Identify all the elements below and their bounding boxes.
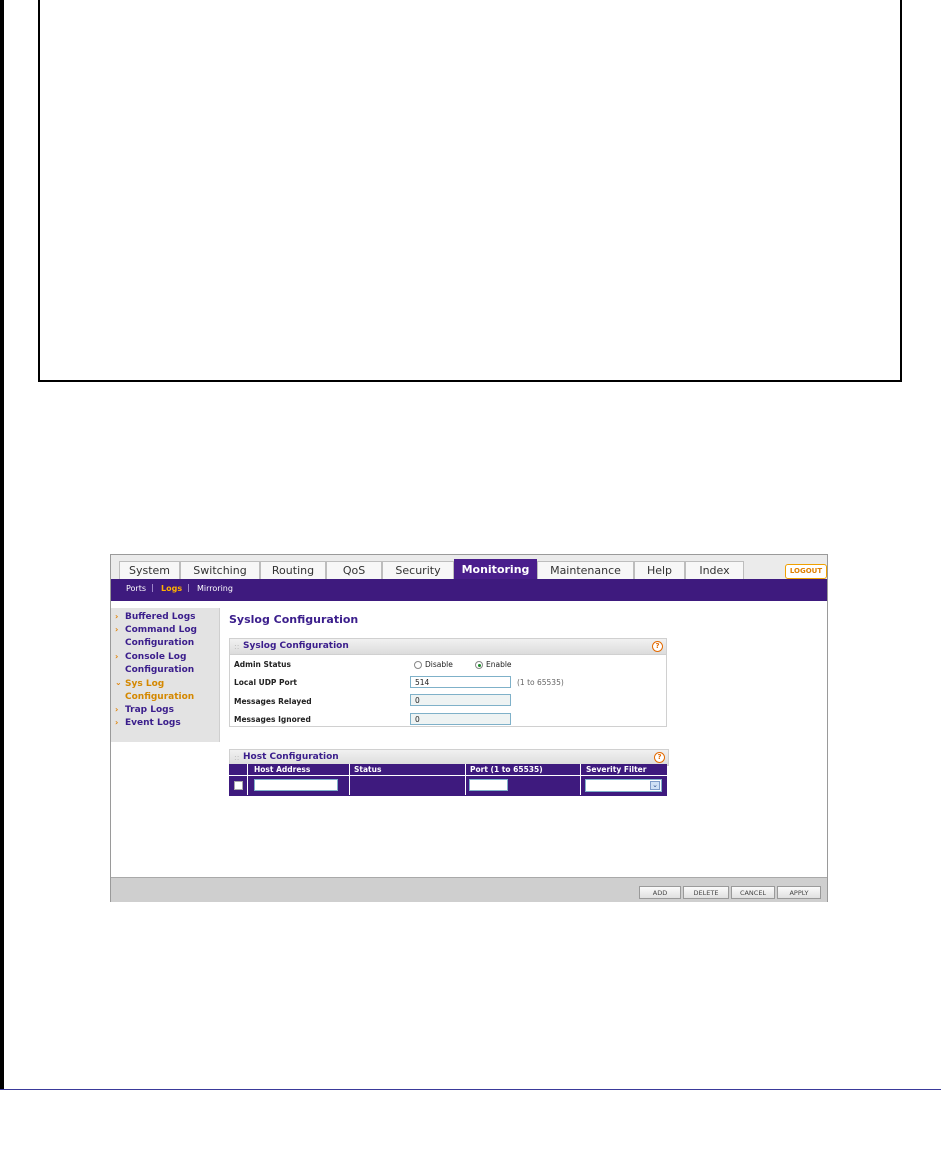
cancel-button[interactable]: CANCEL	[731, 886, 775, 899]
column-divider	[465, 764, 466, 795]
port-input[interactable]	[469, 779, 508, 791]
chevron-right-icon: ›	[115, 718, 119, 727]
help-icon[interactable]: ?	[652, 641, 663, 652]
logout-button[interactable]: LOGOUT	[785, 564, 827, 579]
column-status: Status	[354, 765, 382, 774]
column-divider	[247, 764, 248, 795]
messages-ignored-value: 0	[410, 713, 511, 725]
tab-security[interactable]: Security	[382, 561, 454, 579]
admin-status-enable-radio[interactable]	[475, 661, 483, 669]
tab-maintenance[interactable]: Maintenance	[537, 561, 634, 579]
subnav-logs[interactable]: Logs	[161, 584, 183, 593]
chevron-right-icon: ›	[115, 625, 119, 634]
tab-system[interactable]: System	[119, 561, 180, 579]
host-configuration-panel	[229, 749, 667, 803]
chevron-right-icon: ›	[115, 705, 119, 714]
messages-ignored-label: Messages Ignored	[234, 715, 311, 724]
disable-label: Disable	[425, 660, 453, 669]
add-button[interactable]: ADD	[639, 886, 681, 899]
syslog-configuration-panel	[229, 638, 667, 727]
enable-label: Enable	[486, 660, 512, 669]
messages-relayed-value: 0	[410, 694, 511, 706]
tab-qos[interactable]: QoS	[326, 561, 382, 579]
sub-nav-bar	[111, 579, 827, 601]
column-host-address: Host Address	[254, 765, 311, 774]
row-select-checkbox[interactable]	[234, 781, 243, 790]
local-udp-port-label: Local UDP Port	[234, 678, 297, 687]
left-sidebar	[111, 608, 220, 742]
panel-title: Host Configuration	[243, 752, 339, 762]
column-severity-filter: Severity Filter	[586, 765, 647, 774]
host-address-input[interactable]	[254, 779, 338, 791]
host-table-header	[229, 764, 667, 775]
tab-routing[interactable]: Routing	[260, 561, 326, 579]
column-divider	[349, 764, 350, 795]
blank-frame	[38, 0, 902, 382]
apply-button[interactable]: APPLY	[777, 886, 821, 899]
tab-help[interactable]: Help	[634, 561, 685, 579]
switch-web-ui	[110, 554, 828, 902]
footer-rule	[0, 1089, 941, 1090]
panel-title: Syslog Configuration	[243, 641, 349, 651]
bullet-icon: ::	[234, 642, 240, 651]
subnav-separator: |	[187, 583, 190, 592]
sidebar-item-trap-logs[interactable]: Trap Logs	[125, 705, 174, 715]
admin-status-label: Admin Status	[234, 660, 291, 669]
subnav-ports[interactable]: Ports	[126, 584, 147, 593]
bullet-icon: ::	[234, 753, 240, 762]
tab-index[interactable]: Index	[685, 561, 744, 579]
local-udp-port-input[interactable]: 514	[410, 676, 511, 688]
help-icon[interactable]: ?	[654, 752, 665, 763]
subnav-separator: |	[151, 583, 154, 592]
chevron-right-icon: ›	[115, 652, 119, 661]
chevron-down-icon: ⌄	[650, 781, 660, 790]
page-title: Syslog Configuration	[229, 613, 359, 626]
sidebar-item-buffered-logs[interactable]: Buffered Logs	[125, 612, 196, 622]
sidebar-item-sys-log[interactable]: Sys Log	[125, 679, 165, 689]
tab-switching[interactable]: Switching	[180, 561, 260, 579]
table-row	[229, 775, 667, 796]
panel-header	[230, 639, 666, 655]
subnav-mirroring[interactable]: Mirroring	[197, 584, 233, 593]
severity-filter-select[interactable]	[585, 779, 662, 792]
delete-button[interactable]: DELETE	[683, 886, 729, 899]
chevron-down-icon: ⌄	[115, 678, 122, 687]
column-divider	[580, 764, 581, 795]
main-tab-bar	[111, 555, 827, 580]
sidebar-item-command-log[interactable]: Command Log	[125, 625, 197, 635]
admin-status-disable-radio[interactable]	[414, 661, 422, 669]
messages-relayed-label: Messages Relayed	[234, 697, 312, 706]
tab-monitoring[interactable]: Monitoring	[454, 559, 537, 579]
local-udp-port-hint: (1 to 65535)	[517, 678, 564, 687]
column-port: Port (1 to 65535)	[470, 765, 543, 774]
chevron-right-icon: ›	[115, 612, 119, 621]
left-margin-rule	[0, 0, 4, 1090]
sidebar-item-command-log-configuration[interactable]: Configuration	[125, 638, 195, 648]
action-button-bar	[111, 877, 827, 902]
sidebar-item-console-log-configuration[interactable]: Configuration	[125, 665, 195, 675]
sidebar-item-console-log[interactable]: Console Log	[125, 652, 187, 662]
sidebar-item-sys-log-configuration[interactable]: Configuration	[125, 692, 195, 702]
sidebar-item-event-logs[interactable]: Event Logs	[125, 718, 181, 728]
